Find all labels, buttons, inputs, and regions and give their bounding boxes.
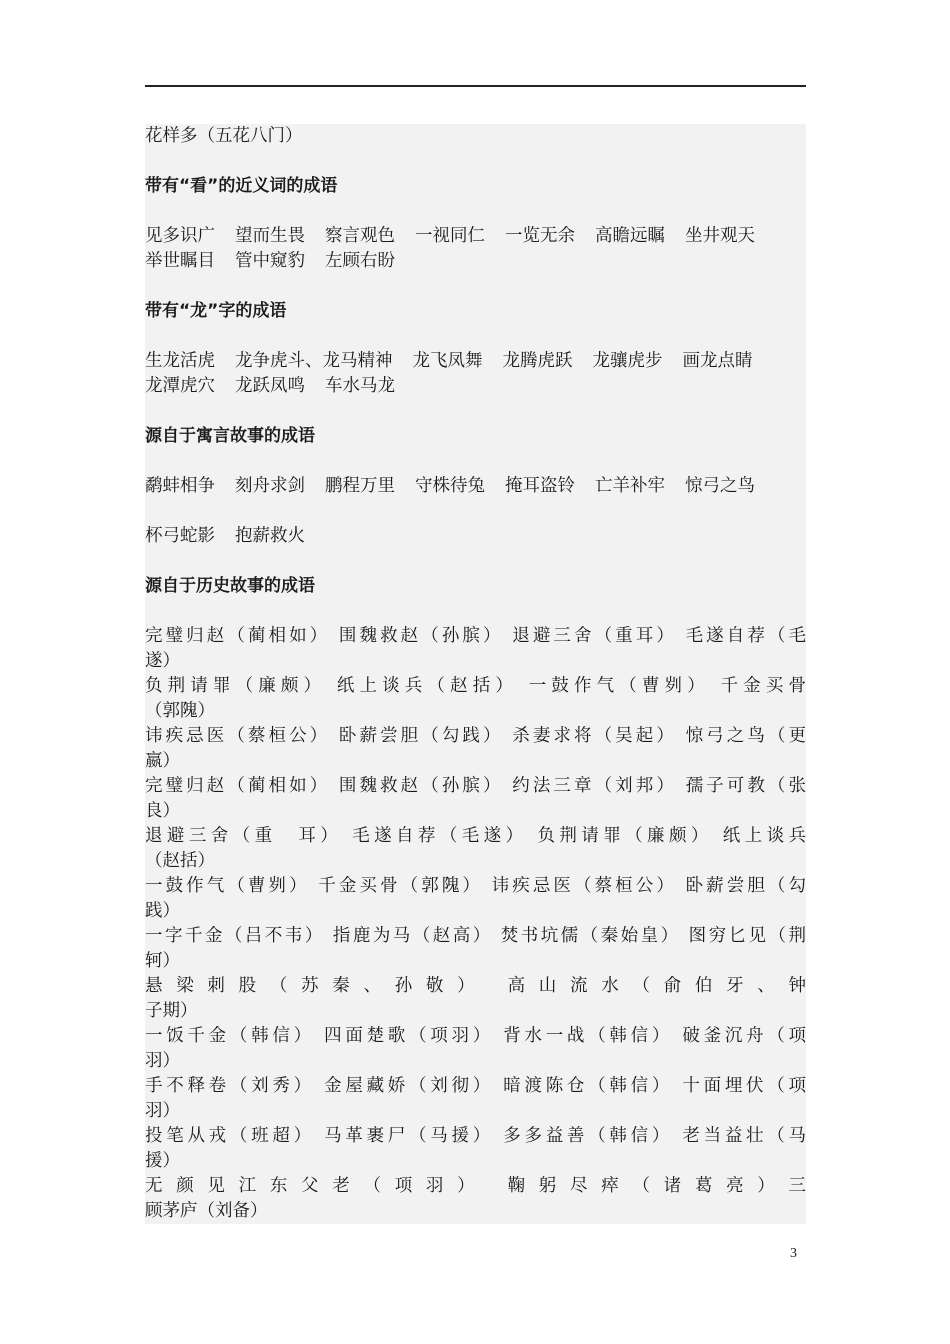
history-row-continuation: 嬴） <box>145 751 180 771</box>
idiom-item: 生龙活虎 <box>145 351 215 371</box>
look-idioms-line1 <box>145 224 806 249</box>
dragon-idioms-line1 <box>145 349 806 374</box>
idiom-item: 龙腾虎跃 <box>502 351 573 371</box>
idiom-item: 一览无余 <box>505 226 575 246</box>
history-row-line: 一鼓作气（曹刿） 千金买骨（郭隗） 讳疾忌医（蔡桓公） 卧薪尝胆（勾 <box>145 876 806 896</box>
history-row-line: 投笔从戎（班超） 马革裹尸（马援） 多多益善（韩信） 老当益壮（马 <box>145 1126 806 1146</box>
history-row-continuation: 践） <box>145 901 180 921</box>
history-row-continuation: 轲） <box>145 951 180 971</box>
idiom-item: 龙潭虎穴 <box>145 376 215 396</box>
section-heading-look: 带有“看”的近义词的成语 <box>145 176 338 196</box>
history-row-line: 负荆请罪（廉颇） 纸上谈兵（赵括） 一鼓作气（曹刿） 千金买骨 <box>145 676 806 696</box>
history-row-line: 完璧归赵（蔺相如） 围魏救赵（孙膑） 约法三章（刘邦） 孺子可教（张 <box>145 776 806 796</box>
history-row-line: 一字千金（吕不韦） 指鹿为马（赵高） 焚书坑儒（秦始皇） 图穷匕见（荆 <box>145 926 806 946</box>
idiom-item: 见多识广 <box>145 226 215 246</box>
idiom-item: 画龙点睛 <box>682 351 753 371</box>
idiom-item: 刻舟求剑 <box>235 476 305 496</box>
history-row-continuation: （赵括） <box>145 851 215 871</box>
idiom-item: 掩耳盗铃 <box>505 476 575 496</box>
idiom-item: 坐井观天 <box>685 226 755 246</box>
idiom-item: 望而生畏 <box>235 226 305 246</box>
idiom-item: 亡羊补牢 <box>595 476 665 496</box>
history-row-continuation: 顾茅庐（刘备） <box>145 1201 268 1221</box>
history-row-line: 完璧归赵（蔺相如） 围魏救赵（孙膑） 退避三舍（重耳） 毛遂自荐（毛 <box>145 626 806 646</box>
history-row-line: 手不释卷（刘秀） 金屋藏娇（刘彻） 暗渡陈仓（韩信） 十面埋伏（项 <box>145 1076 806 1096</box>
history-row-continuation: 子期） <box>145 1001 198 1021</box>
history-row-line: 退避三舍（重 耳） 毛遂自荐（毛遂） 负荆请罪（廉颇） 纸上谈兵 <box>145 826 806 846</box>
section-heading-history: 源自于历史故事的成语 <box>145 576 315 596</box>
history-idiom-list <box>145 624 806 1224</box>
idiom-item: 杯弓蛇影 <box>145 526 215 546</box>
history-row-line: 讳疾忌医（蔡桓公） 卧薪尝胆（勾践） 杀妻求将（吴起） 惊弓之鸟（更 <box>145 726 806 746</box>
idiom-item: 龙骧虎步 <box>592 351 663 371</box>
header-rule <box>145 85 806 87</box>
look-idioms-line2 <box>145 249 806 274</box>
history-row-line: 一饭千金（韩信） 四面楚歌（项羽） 背水一战（韩信） 破釜沉舟（项 <box>145 1026 806 1046</box>
idiom-item: 车水马龙 <box>325 376 395 396</box>
history-row-continuation: 遂） <box>145 651 180 671</box>
page-number: 3 <box>790 1246 797 1261</box>
history-row-line: 悬梁刺股（苏秦、孙敬） 高山流水（俞伯牙、钟 <box>145 976 806 996</box>
history-row-continuation: 援） <box>145 1151 180 1171</box>
idiom-item: 一视同仁 <box>415 226 485 246</box>
fable-idioms-line1 <box>145 474 806 499</box>
idiom-item: 鹬蚌相争 <box>145 476 215 496</box>
idiom-item: 鹏程万里 <box>325 476 395 496</box>
history-row-continuation: 良） <box>145 801 180 821</box>
idiom-item: 龙飞凤舞 <box>412 351 483 371</box>
idiom-item: 抱薪救火 <box>235 526 305 546</box>
idiom-item: 龙跃凤鸣 <box>235 376 305 396</box>
idiom-item: 管中窥豹 <box>235 251 305 271</box>
idiom-item: 惊弓之鸟 <box>685 476 755 496</box>
section-heading-dragon: 带有“龙”字的成语 <box>145 301 287 321</box>
intro-line: 花样多（五花八门） <box>145 126 303 146</box>
idiom-item: 察言观色 <box>325 226 395 246</box>
history-row-continuation: （郭隗） <box>145 701 215 721</box>
idiom-item: 左顾右盼 <box>325 251 395 271</box>
document-body <box>145 124 806 1224</box>
dragon-idioms-line2 <box>145 374 806 399</box>
history-row-continuation: 羽） <box>145 1051 180 1071</box>
idiom-item: 高瞻远瞩 <box>595 226 665 246</box>
fable-idioms-line2 <box>145 524 806 549</box>
idiom-item: 龙争虎斗、龙马精神 <box>235 351 393 371</box>
history-row-line: 无颜见江东父老（项羽） 鞠躬尽瘁（诸葛亮）三 <box>145 1176 806 1196</box>
section-heading-fable: 源自于寓言故事的成语 <box>145 426 315 446</box>
history-row-continuation: 羽） <box>145 1101 180 1121</box>
idiom-item: 举世瞩目 <box>145 251 215 271</box>
idiom-item: 守株待兔 <box>415 476 485 496</box>
